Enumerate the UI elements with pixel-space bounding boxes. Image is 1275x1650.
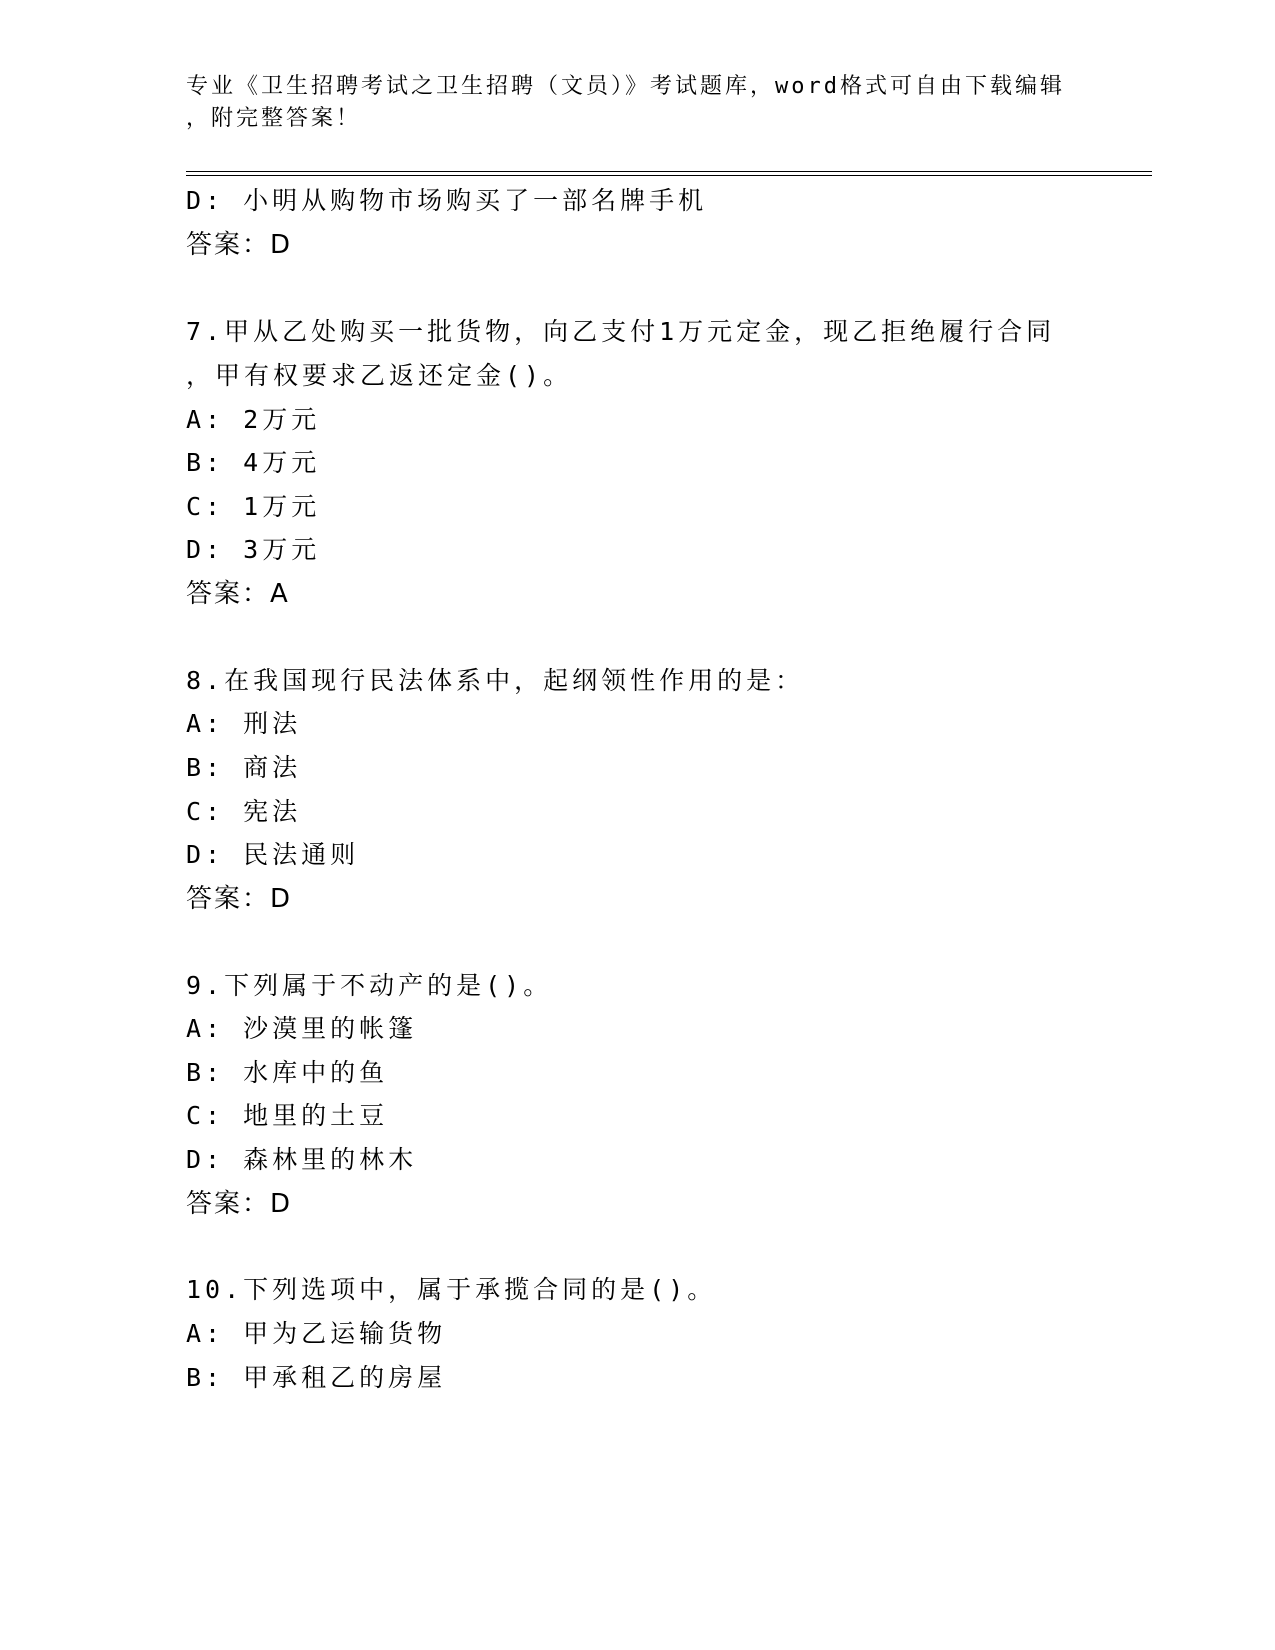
answer: 答案：A [186, 579, 290, 609]
answer: 答案：D [186, 1189, 293, 1219]
question-stem: 7.甲从乙处购买一批货物，向乙支付1万元定金，现乙拒绝履行合同 [186, 317, 1056, 346]
option-c: C: 1万元 [186, 492, 321, 521]
header-rule-bottom [186, 175, 1152, 176]
option-d: D: 3万元 [186, 535, 321, 564]
option-b: B: 商法 [186, 753, 302, 782]
question-stem: 9.下列属于不动产的是()。 [186, 971, 553, 1000]
option-b: B: 4万元 [186, 448, 321, 477]
question-stem-continued: ，甲有权要求乙返还定金()。 [186, 361, 573, 390]
header-line-1: 专业《卫生招聘考试之卫生招聘（文员）》考试题库，word格式可自由下载编辑 [186, 74, 1065, 99]
option-b: B: 甲承租乙的房屋 [186, 1363, 447, 1392]
header-rule-top [186, 171, 1152, 172]
option-d: D: 民法通则 [186, 840, 360, 869]
question-stem: 10.下列选项中，属于承揽合同的是()。 [186, 1275, 717, 1304]
option-c: C: 地里的土豆 [186, 1101, 389, 1130]
answer: 答案：D [186, 230, 293, 260]
option-a: A: 刑法 [186, 709, 302, 738]
option-c: C: 宪法 [186, 797, 302, 826]
option-a: A: 2万元 [186, 405, 321, 434]
option-a: A: 甲为乙运输货物 [186, 1319, 447, 1348]
option-d: D: 小明从购物市场购买了一部名牌手机 [186, 186, 708, 215]
header-line-2: ，附完整答案！ [186, 106, 362, 131]
option-a: A: 沙漠里的帐篷 [186, 1014, 418, 1043]
answer: 答案：D [186, 884, 293, 914]
question-stem: 8.在我国现行民法体系中，起纲领性作用的是： [186, 666, 805, 695]
option-d: D: 森林里的林木 [186, 1145, 418, 1174]
option-b: B: 水库中的鱼 [186, 1058, 389, 1087]
